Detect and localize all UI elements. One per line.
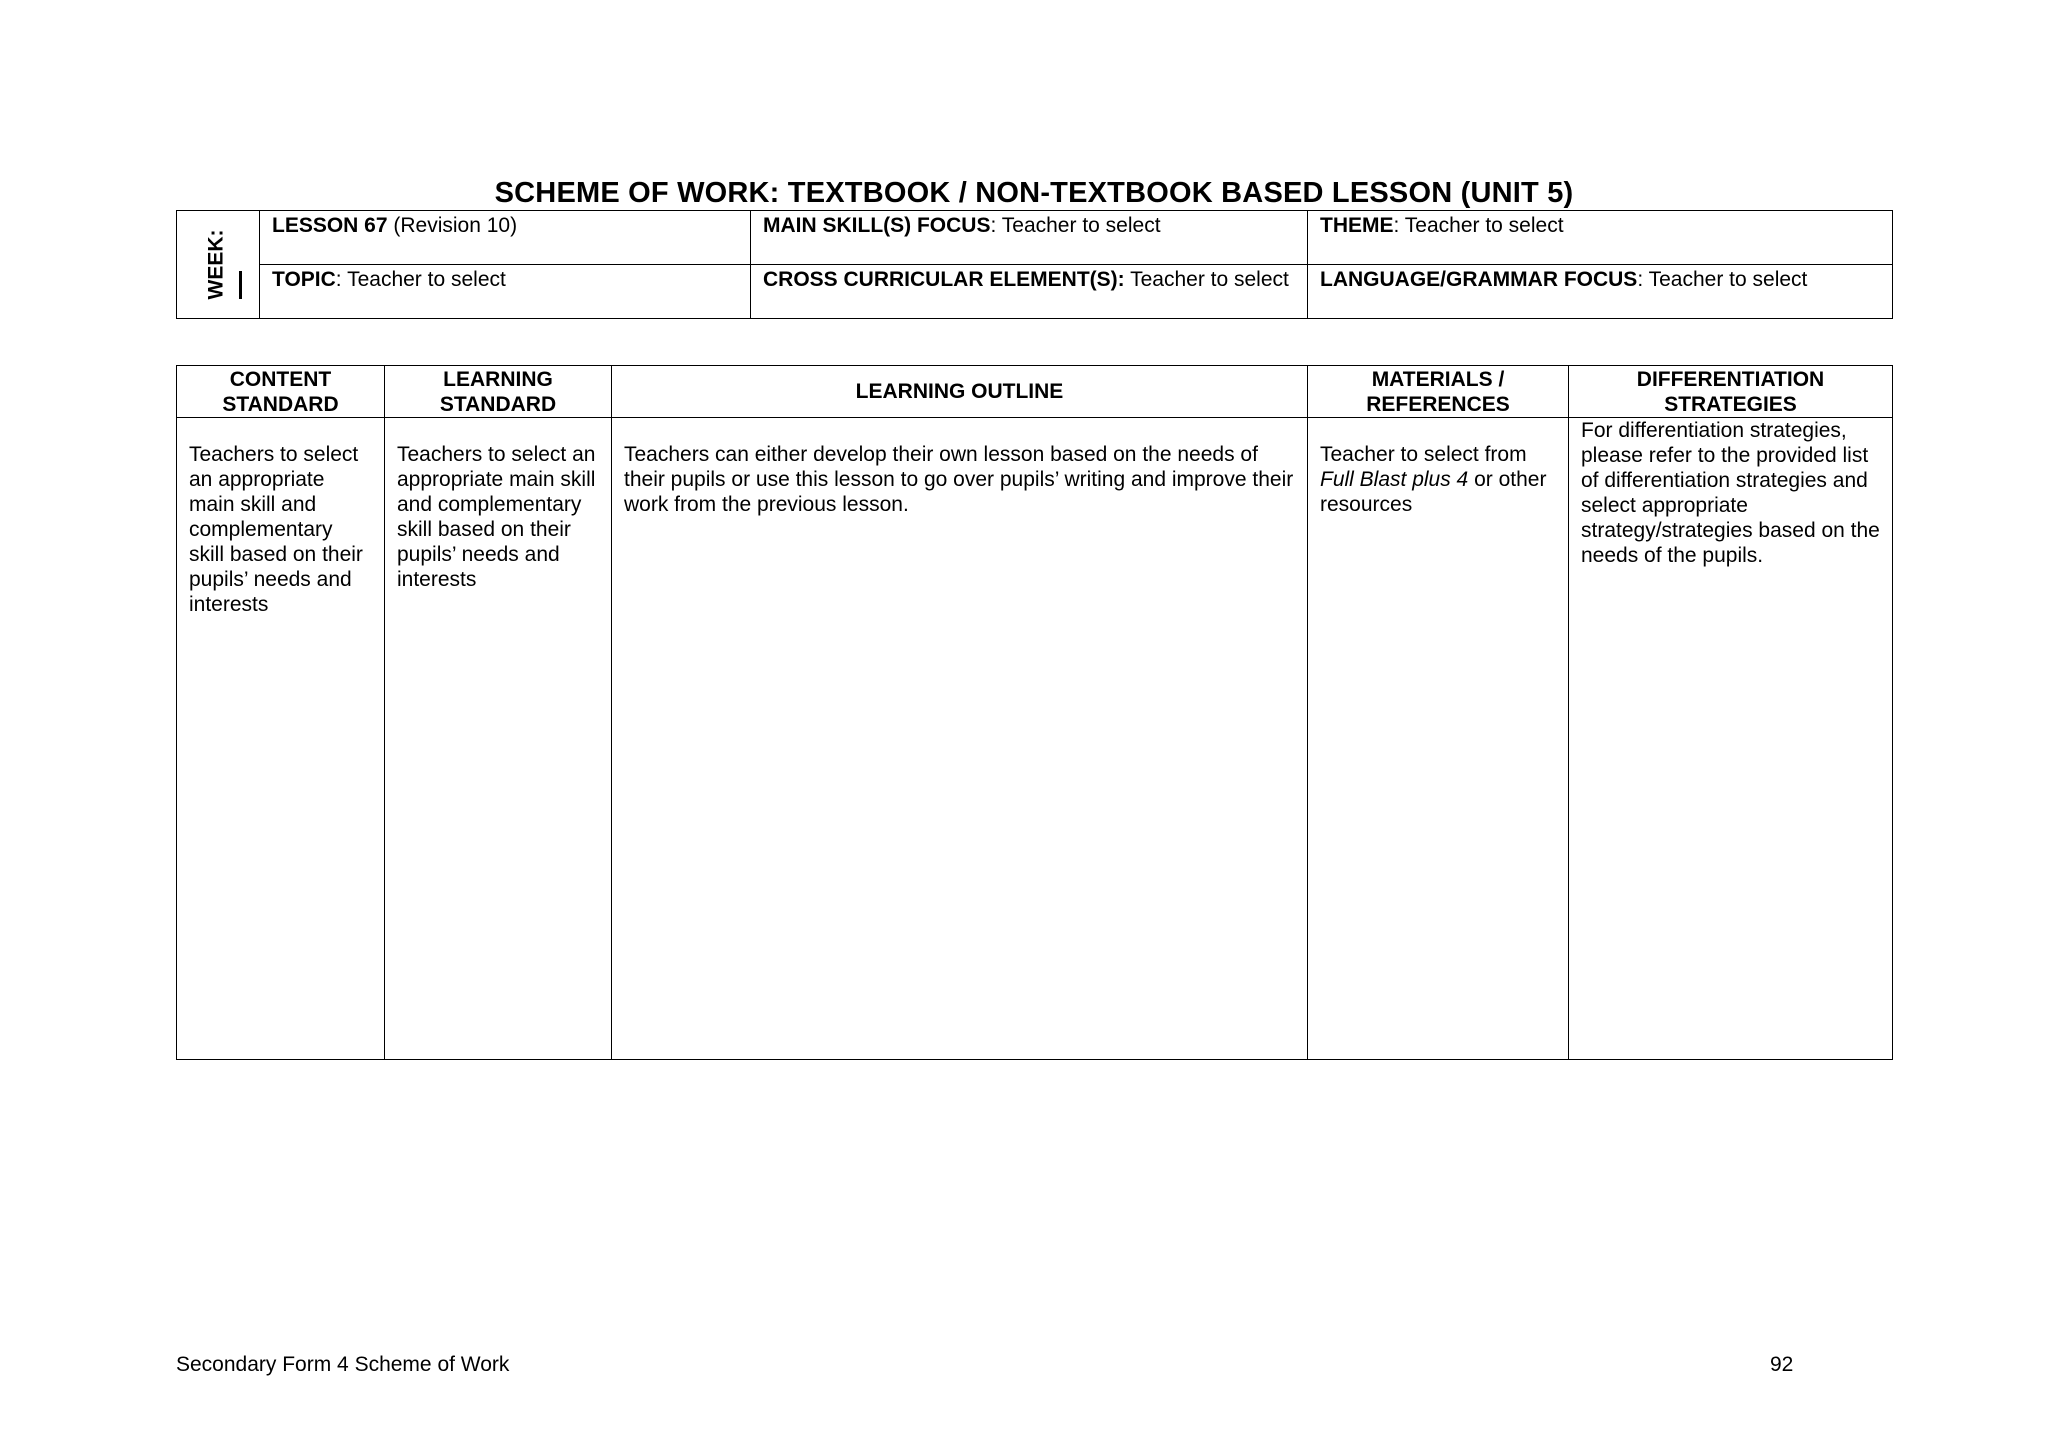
content-standard-cell: Teachers to select an appropriate main skill and complementary skill based on their pupils’ needs and interests <box>177 418 385 1060</box>
outline-header-row <box>177 366 1893 418</box>
materials-prefix: Teacher to select from <box>1320 443 1527 466</box>
header-row-1 <box>177 211 1893 265</box>
column-header: CONTENT STANDARD <box>177 366 385 418</box>
language-cell <box>1308 265 1893 319</box>
lesson-header-table <box>176 210 1893 319</box>
cross-curricular-value: Teacher to select <box>1124 268 1289 291</box>
footer-document-name: Secondary Form 4 Scheme of Work <box>176 1353 510 1376</box>
cross-curricular-cell <box>751 265 1308 319</box>
lesson-value: (Revision 10) <box>387 214 518 237</box>
column-header: DIFFERENTIATION STRATEGIES <box>1569 366 1893 418</box>
learning-outline-cell: Teachers can either develop their own lesson based on the needs of their pupils or use this lesson to go over pupils’ writing and improve their work from the previous lesson. <box>612 418 1308 1060</box>
column-header: LEARNING STANDARD <box>385 366 612 418</box>
outline-body-row <box>177 418 1893 1060</box>
language-label: LANGUAGE/GRAMMAR FOCUS <box>1320 268 1638 291</box>
footer-page-number: 92 <box>1770 1353 1794 1376</box>
learning-standard-cell: Teachers to select an appropriate main skill and complementary skill based on their pupils’ needs and interests <box>385 418 612 1060</box>
lesson-cell <box>260 211 751 265</box>
topic-value: : Teacher to select <box>335 268 506 291</box>
lesson-label: LESSON 67 <box>272 214 388 237</box>
week-label: WEEK: <box>204 229 228 299</box>
main-skill-cell <box>751 211 1308 265</box>
theme-cell <box>1308 211 1893 265</box>
differentiation-cell: For differentiation strategies, please refer to the provided list of differentiation strategies and select appropriate strategy/strategies based on the needs of the pupils. <box>1569 418 1893 1060</box>
learning-outline-table <box>176 365 1893 1060</box>
week-blank-line <box>239 271 242 299</box>
header-row-2 <box>177 265 1893 319</box>
topic-cell <box>260 265 751 319</box>
main-skill-value: : Teacher to select <box>990 214 1161 237</box>
materials-suffix: or other resources <box>1320 468 1547 516</box>
column-header: MATERIALS / REFERENCES <box>1308 366 1569 418</box>
language-value: : Teacher to select <box>1637 268 1808 291</box>
page-title: SCHEME OF WORK: TEXTBOOK / NON-TEXTBOOK BASED LESSON (UNIT 5) <box>494 177 1574 209</box>
materials-cell <box>1308 418 1569 1060</box>
cross-curricular-label: CROSS CURRICULAR ELEMENT(S): <box>763 268 1125 291</box>
theme-value: : Teacher to select <box>1393 214 1564 237</box>
column-header: LEARNING OUTLINE <box>612 366 1308 418</box>
topic-label: TOPIC <box>272 268 336 291</box>
materials-book-title: Full Blast plus 4 <box>1320 468 1469 491</box>
week-cell <box>177 211 260 319</box>
theme-label: THEME <box>1320 214 1394 237</box>
main-skill-label: MAIN SKILL(S) FOCUS <box>763 214 991 237</box>
